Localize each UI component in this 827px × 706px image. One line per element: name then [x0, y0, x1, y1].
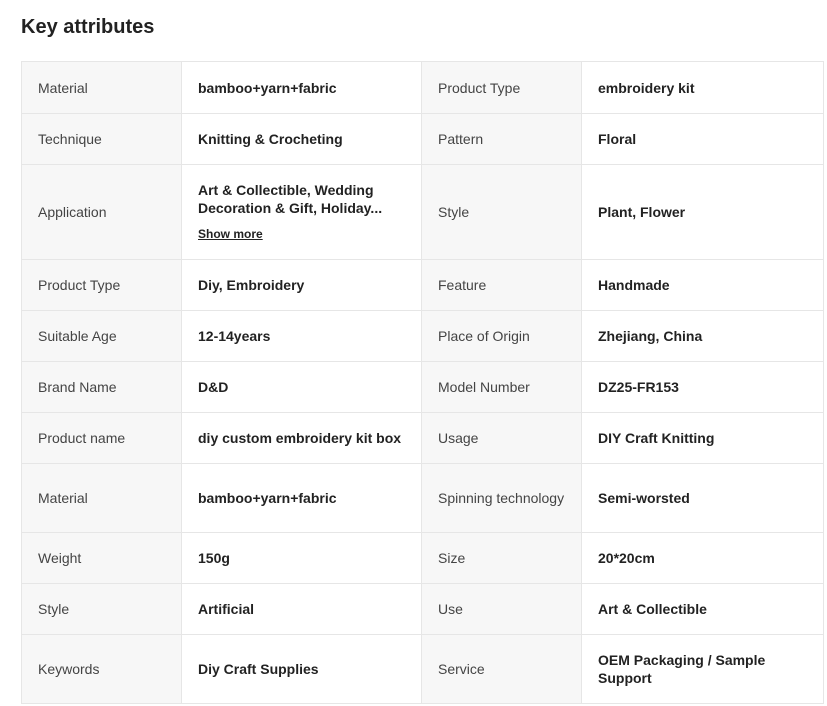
- table-row: [22, 311, 824, 362]
- attribute-value: 12-14years: [182, 311, 422, 362]
- attribute-value: Plant, Flower: [582, 165, 824, 260]
- attribute-label: Model Number: [422, 362, 582, 413]
- attribute-value: bamboo+yarn+fabric: [182, 62, 422, 114]
- attribute-value: Diy Craft Supplies: [182, 635, 422, 704]
- attribute-value: DZ25-FR153: [582, 362, 824, 413]
- attribute-label: Style: [422, 165, 582, 260]
- attribute-value: Knitting & Crocheting: [182, 114, 422, 165]
- attribute-value: Semi-worsted: [582, 464, 824, 533]
- attribute-label: Technique: [22, 114, 182, 165]
- table-row: [22, 165, 824, 260]
- show-more-link[interactable]: Show more: [198, 227, 263, 241]
- attribute-value: Handmade: [582, 260, 824, 311]
- table-row: [22, 413, 824, 464]
- attribute-label: Keywords: [22, 635, 182, 704]
- attribute-label: Brand Name: [22, 362, 182, 413]
- attribute-value: diy custom embroidery kit box: [182, 413, 422, 464]
- attribute-label: Material: [22, 62, 182, 114]
- attributes-table: [21, 61, 824, 704]
- attribute-value: 20*20cm: [582, 533, 824, 584]
- table-row: [22, 62, 824, 114]
- attribute-value: Zhejiang, China: [582, 311, 824, 362]
- attribute-value: DIY Craft Knitting: [582, 413, 824, 464]
- application-value-text: Art & Collectible, Wedding Decoration & Gift, Holiday...: [198, 182, 383, 216]
- attribute-value: Floral: [582, 114, 824, 165]
- table-row: [22, 635, 824, 704]
- attribute-label: Product Type: [22, 260, 182, 311]
- table-row: [22, 464, 824, 533]
- attribute-value: bamboo+yarn+fabric: [182, 464, 422, 533]
- table-row: [22, 533, 824, 584]
- attribute-label: Product name: [22, 413, 182, 464]
- attribute-value: Diy, Embroidery: [182, 260, 422, 311]
- attribute-label: Feature: [422, 260, 582, 311]
- attribute-label: Weight: [22, 533, 182, 584]
- table-row: [22, 362, 824, 413]
- attribute-label: Product Type: [422, 62, 582, 114]
- table-row: [22, 114, 824, 165]
- attribute-value-expandable: [182, 165, 422, 260]
- table-row: [22, 584, 824, 635]
- attribute-label: Place of Origin: [422, 311, 582, 362]
- attribute-label: Pattern: [422, 114, 582, 165]
- attribute-value: Art & Collectible: [582, 584, 824, 635]
- attribute-label: Service: [422, 635, 582, 704]
- attribute-value: Artificial: [182, 584, 422, 635]
- attribute-value: embroidery kit: [582, 62, 824, 114]
- attribute-label: Suitable Age: [22, 311, 182, 362]
- attribute-value: 150g: [182, 533, 422, 584]
- attribute-label: Usage: [422, 413, 582, 464]
- attribute-label: Use: [422, 584, 582, 635]
- attribute-label: Application: [22, 165, 182, 260]
- attribute-label: Style: [22, 584, 182, 635]
- attribute-label: Spinning technology: [422, 464, 582, 533]
- section-title: Key attributes: [21, 16, 155, 38]
- attribute-label: Material: [22, 464, 182, 533]
- attribute-value: OEM Packaging / Sample Support: [582, 635, 824, 704]
- table-row: [22, 260, 824, 311]
- attribute-label: Size: [422, 533, 582, 584]
- attribute-value: D&D: [182, 362, 422, 413]
